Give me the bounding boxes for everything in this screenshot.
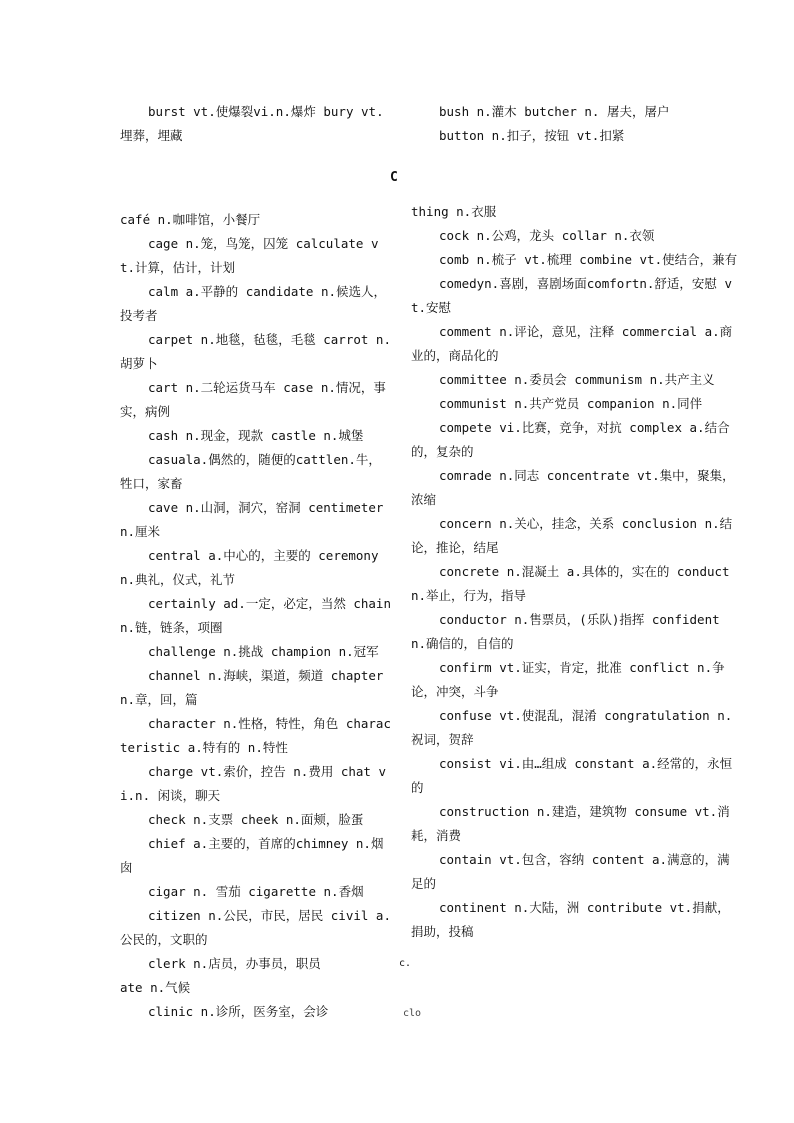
vocab-entry: cart n.二轮运货马车 case n.情况，事实，病例 <box>120 380 386 419</box>
stray-fragment: c. <box>399 958 412 969</box>
vocab-entry: confirm vt.证实，肯定，批准 conflict n.争论，冲突，斗争 <box>411 660 725 699</box>
vocab-entry: chief a.主要的，首席的chimney n.烟囱 <box>120 836 384 875</box>
vocab-entry: comment n.评论，意见，注释 commercial a.商业的，商品化的 <box>411 324 733 363</box>
vocab-entry: cigar n. 雪茄 cigarette n.香烟 <box>148 884 364 899</box>
vocab-entry: channel n.海峡，渠道，频道 chapter n.章，回，篇 <box>120 668 384 707</box>
right-vocabulary-column <box>411 200 741 944</box>
vocab-entry: carpet n.地毯，毡毯，毛毯 carrot n.胡萝卜 <box>120 332 391 371</box>
vocab-entry: comedyn.喜剧，喜剧场面comfortn.舒适，安慰 vt.安慰 <box>411 276 732 315</box>
vocab-entry: bush n.灌木 butcher n. 屠夫，屠户 <box>439 104 670 119</box>
vocab-entry: cage n.笼，鸟笼，囚笼 calculate vt.计算，估计，计划 <box>120 236 379 275</box>
section-letter-heading: C <box>390 170 398 185</box>
vocab-entry: comb n.梳子 vt.梳理 combine vt.使结合，兼有 <box>439 252 738 267</box>
vocab-entry: conductor n.售票员，(乐队)指挥 confident n.确信的，自信的 <box>411 612 720 651</box>
vocab-entry: check n.支票 cheek n.面颊，脸蛋 <box>148 812 364 827</box>
vocab-entry: consist vi.由…组成 constant a.经常的，永恒的 <box>411 756 733 795</box>
vocab-entry: cave n.山洞，洞穴，窑洞 centimeter n.厘米 <box>120 500 384 539</box>
vocab-entry: contain vt.包含，容纳 content a.满意的，满足的 <box>411 852 730 891</box>
stray-fragment: clo <box>403 1008 422 1019</box>
vocab-entry: challenge n.挑战 champion n.冠军 <box>148 644 379 659</box>
left-vocabulary-column <box>120 208 392 1024</box>
vocab-entry: central a.中心的，主要的 ceremony n.典礼，仪式，礼节 <box>120 548 379 587</box>
vocab-entry: clerk n.店员，办事员，职员 <box>148 956 321 971</box>
vocab-entry: certainly ad.一定，必定，当然 chain n.链，链条，项圈 <box>120 596 391 635</box>
vocab-entry: cock n.公鸡，龙头 collar n.衣领 <box>439 228 655 243</box>
vocab-entry: comrade n.同志 concentrate vt.集中，聚集，浓缩 <box>411 468 735 507</box>
vocab-entry: calm a.平静的 candidate n.候选人，投考者 <box>120 284 387 323</box>
vocab-entry: citizen n.公民，市民，居民 civil a.公民的，文职的 <box>120 908 391 947</box>
vocab-entry: construction n.建造，建筑物 consume vt.消耗，消费 <box>411 804 730 843</box>
vocab-entry: committee n.委员会 communism n.共产主义 <box>439 372 715 387</box>
vocab-entry: continent n.大陆，洲 contribute vt.捐献，捐助，投稿 <box>411 900 730 939</box>
vocab-entry: clinic n.诊所，医务室，会诊 <box>148 1004 329 1019</box>
vocab-entry: button n.扣子，按钮 vt.扣紧 <box>439 128 625 143</box>
vocab-entry: casuala.偶然的，随便的cattlen.牛，牲口，家畜 <box>120 452 381 491</box>
vocab-entry: burst vt.使爆裂vi.n.爆炸 bury vt.埋葬，埋藏 <box>120 104 384 143</box>
vocab-entry: communist n.共产党员 companion n.同伴 <box>439 396 703 411</box>
vocab-entry: character n.性格，特性，角色 characteristic a.特有的 n.特性 <box>120 716 391 755</box>
vocab-entry: concern n.关心，挂念，关系 conclusion n.结论，推论，结尾 <box>411 516 733 555</box>
vocab-entry: charge vt.索价，控告 n.费用 chat vi.n. 闲谈，聊天 <box>120 764 387 803</box>
vocab-entry: café n.咖啡馆，小餐厅 <box>120 212 261 227</box>
vocab-entry: compete vi.比赛，竞争，对抗 complex a.结合的，复杂的 <box>411 420 730 459</box>
vocab-entry: concrete n.混凝土 a.具体的，实在的 conduct n.举止，行为，指导 <box>411 564 730 603</box>
vocab-entry: cash n.现金，现款 castle n.城堡 <box>148 428 364 443</box>
vocab-entry: ate n.气候 <box>120 980 191 995</box>
top-right-column <box>411 100 691 148</box>
top-left-column <box>120 100 392 148</box>
vocab-entry: thing n.衣服 <box>411 204 497 219</box>
vocab-entry: confuse vt.使混乱，混淆 congratulation n. 祝词，贺辞 <box>411 708 733 747</box>
